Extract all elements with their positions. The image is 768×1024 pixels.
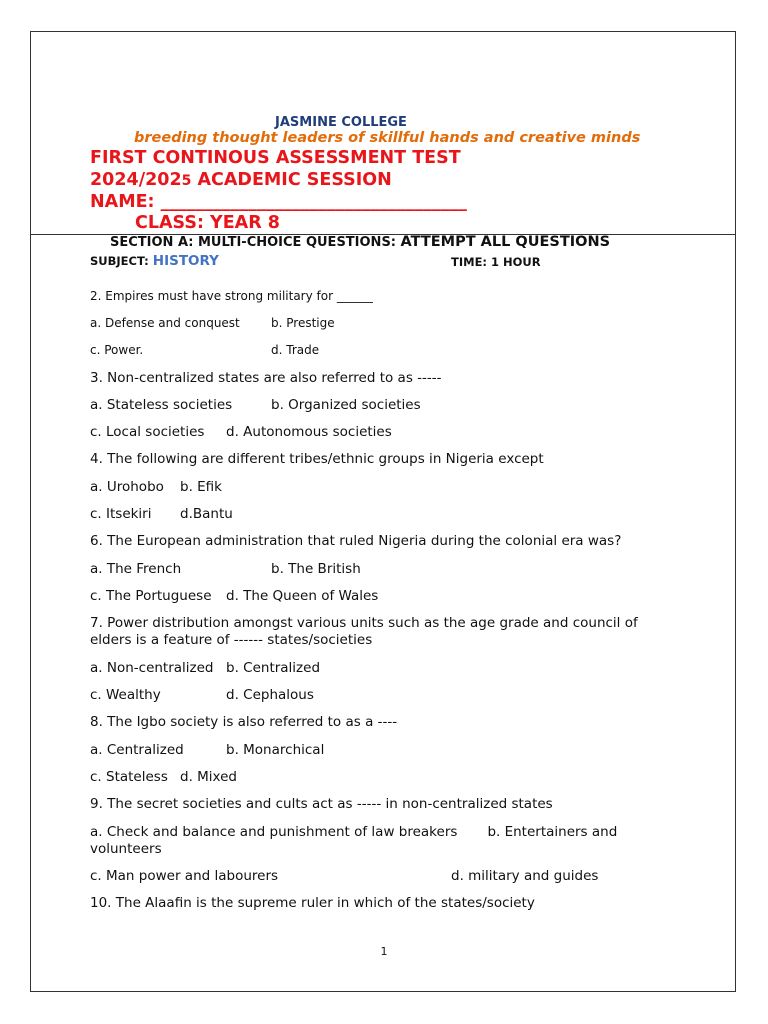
option-9ab[interactable]: a. Check and balance and punishment of law breakers b. Entertainers and volunteers <box>90 824 622 857</box>
school-motto <box>134 130 640 146</box>
option-8a[interactable]: a. Centralized <box>90 742 184 758</box>
option-8b[interactable]: b. Monarchical <box>226 742 325 758</box>
question-7: 7. Power distribution amongst various units such as the age grade and council of elders is a feature of ------ states/societies <box>90 615 638 648</box>
option-6a[interactable]: a. The French <box>90 561 182 577</box>
question-9: 9. The secret societies and cults act as ----- in non-centralized states <box>90 796 553 812</box>
question-6: 6. The European administration that ruled Nigeria during the colonial era was? <box>90 533 622 549</box>
question-8: 8. The Igbo society is also referred to as a ---- <box>90 714 398 730</box>
time-allowed: TIME: 1 HOUR <box>451 255 541 269</box>
section-heading: SECTION A: MULTI-CHOICE QUESTIONS: ATTEMPT ALL QUESTIONS <box>110 234 611 250</box>
option-4c[interactable]: c. Itsekiri <box>90 506 152 522</box>
option-3c[interactable]: c. Local societies <box>90 424 205 440</box>
option-7d[interactable]: d. Cephalous <box>226 687 314 703</box>
option-2d[interactable]: d. Trade <box>271 343 320 357</box>
option-6d[interactable]: d. The Queen of Wales <box>226 588 379 604</box>
option-4b[interactable]: b. Efik <box>180 479 223 495</box>
academic-session: 2024/2025 ACADEMIC SESSION <box>90 170 392 190</box>
test-title: FIRST CONTINOUS ASSESSMENT TEST <box>90 148 461 168</box>
class-label: CLASS: YEAR 8 <box>135 213 280 233</box>
option-6c[interactable]: c. The Portuguese <box>90 588 212 604</box>
option-7b[interactable]: b. Centralized <box>226 660 321 676</box>
school-name: JASMINE COLLEGE <box>275 115 407 130</box>
name-field[interactable]: NAME: ___________________________________ <box>90 192 467 212</box>
option-2a[interactable]: a. Defense and conquest <box>90 316 240 330</box>
option-8c[interactable]: c. Stateless <box>90 769 168 785</box>
option-4a[interactable]: a. Urohobo <box>90 479 164 495</box>
subject-name: HISTORY <box>152 253 219 269</box>
question-2: 2. Empires must have strong military for ______ <box>90 289 373 303</box>
motto-text: breeding thought leaders of skillful hands and creative minds <box>134 130 641 146</box>
option-3a[interactable]: a. Stateless societies <box>90 397 233 413</box>
option-9d[interactable]: d. military and guides <box>451 868 599 884</box>
subject-line: SUBJECT: HISTORY <box>90 253 219 269</box>
option-4d[interactable]: d.Bantu <box>180 506 233 522</box>
option-3b[interactable]: b. Organized societies <box>271 397 421 413</box>
option-7a[interactable]: a. Non-centralized <box>90 660 214 676</box>
question-4: 4. The following are different tribes/ethnic groups in Nigeria except <box>90 451 544 467</box>
question-10: 10. The Alaafin is the supreme ruler in which of the states/society <box>90 895 535 911</box>
option-9c[interactable]: c. Man power and labourers <box>90 868 279 884</box>
option-6b[interactable]: b. The British <box>271 561 361 577</box>
option-2b[interactable]: b. Prestige <box>271 316 335 330</box>
option-2c[interactable]: c. Power. <box>90 343 144 357</box>
option-3d[interactable]: d. Autonomous societies <box>226 424 392 440</box>
question-3: 3. Non-centralized states are also referred to as ----- <box>90 370 442 386</box>
option-7c[interactable]: c. Wealthy <box>90 687 161 703</box>
option-8d[interactable]: d. Mixed <box>180 769 237 785</box>
page-number: 1 <box>380 945 388 958</box>
